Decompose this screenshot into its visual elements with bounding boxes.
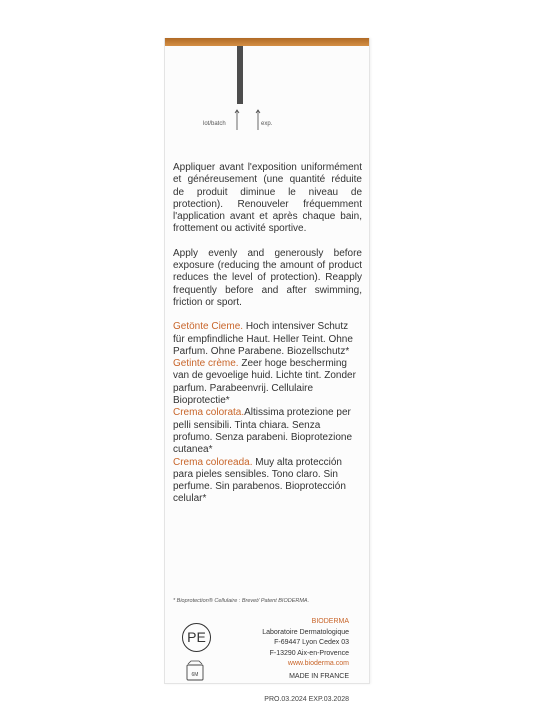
french-instructions: Appliquer avant l'exposition uniformément et généreusement (une quantité réduite de produit diminue le niveau de protection). Renouveler fréquemment l'application avant et après chaque bain, frottement ou activité sportive. <box>173 162 362 235</box>
address-line: F-13290 Aix-en-Provence <box>269 649 349 657</box>
spanish-text: Muy alta protección para pieles sensibles. Tono claro. Sin perfume. Sin parabenos. Bioprotección celular* <box>173 456 346 505</box>
italian-description <box>173 407 362 456</box>
german-text: Hoch intensiver Schutz für empfindliche Haut. Heller Teint. Ohne Parfum. Ohne Parabene. Biozellschutz* <box>173 321 353 357</box>
jar-label: 6M <box>191 672 199 678</box>
box-top-band <box>165 38 369 46</box>
pe-recycling-icon: PE <box>182 623 211 652</box>
patent-footnote: * Bioprotection® Cellulaire : Brevet/ Patent BIODERMA. <box>173 598 310 604</box>
dutch-text: Zeer hoge bescherming van de gevoelige huid. Lichte tint. Zonder parfum. Parabeenvrij. Cellulaire Bioprotectie* <box>173 358 356 407</box>
spanish-title: Crema coloreada. <box>173 456 253 468</box>
lot-batch-label: lot/batch <box>203 121 226 127</box>
address-line: F-69447 Lyon Cedex 03 <box>274 639 349 646</box>
spanish-description <box>173 457 362 506</box>
arrow-up-icon <box>234 108 240 130</box>
exp-label: exp. <box>261 121 273 127</box>
dutch-title: Getinte crème. <box>173 358 239 370</box>
made-in-label: MADE IN FRANCE <box>289 672 349 680</box>
product-box <box>164 38 370 703</box>
website-link: www.bioderma.com <box>287 660 349 667</box>
address-line: Laboratoire Dermatologique <box>262 628 349 636</box>
brand-name: BIODERMA <box>311 618 349 625</box>
german-title: Getönte Cieme. <box>173 321 244 333</box>
italian-text: Altissima protezione per pelli sensibili. Tinta chiara. Senza profumo. Senza parabeni. Bioprotezione cutanea* <box>173 407 353 456</box>
period-after-opening-icon <box>183 658 207 682</box>
production-expiry-dates: PRO.03.2024 EXP.03.2028 <box>264 696 349 703</box>
italian-title: Crema colorata. <box>173 407 245 419</box>
dutch-description <box>173 358 362 407</box>
code-strip <box>237 46 243 104</box>
manufacturer-block <box>262 617 349 682</box>
german-description <box>173 321 362 358</box>
english-instructions: Apply evenly and generously before exposure (reducing the amount of product reduces the level of protection). Reapply frequently before and after swimming, friction or sport. <box>173 247 362 308</box>
usage-text <box>173 162 362 506</box>
